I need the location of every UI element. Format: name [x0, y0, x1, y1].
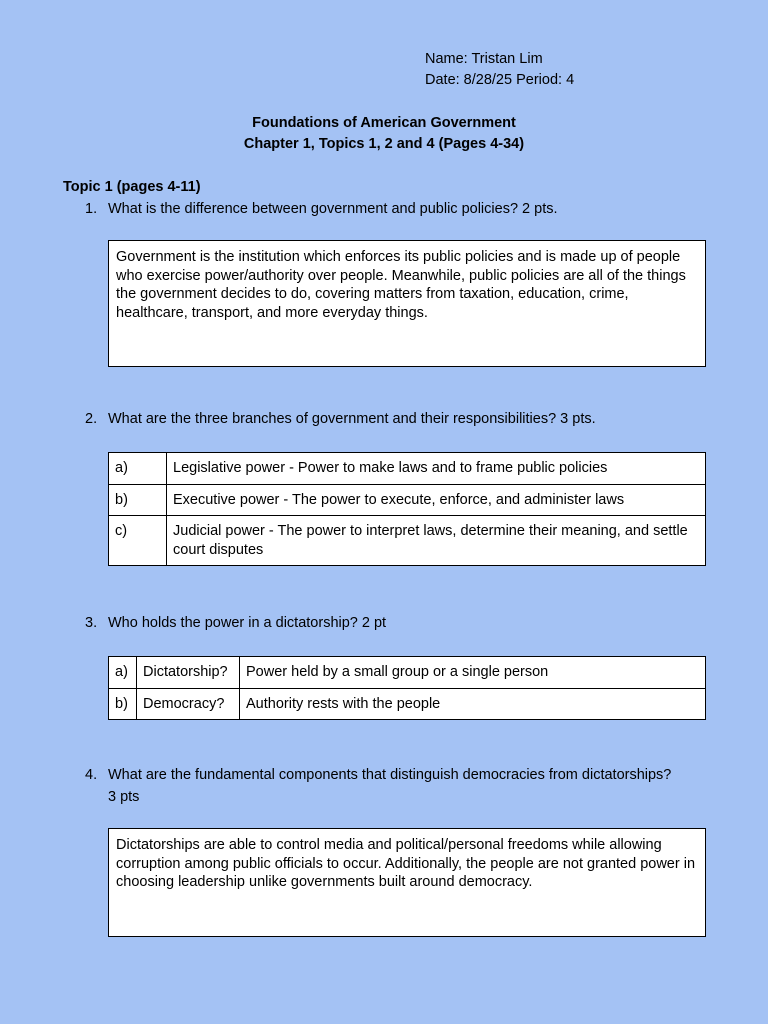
table-row: [109, 484, 706, 516]
document-subtitle: Chapter 1, Topics 1, 2 and 4 (Pages 4-34): [243, 136, 525, 152]
branches-table: [108, 452, 706, 566]
answer-1-text: Government is the institution which enforces its public policies and is made up of people who exercise power/authority over people. Meanwhile, public policies are all of the things the government decides to do, covering matters from taxation, education, crime, healthcare, transport, and more everyday things.: [116, 249, 686, 321]
answer-4-text: Dictatorships are able to control media and political/personal freedoms while allowing corruption among public officials to occur. Additionally, the people are not granted power in choosing leadership unlike governments built around democracy.: [116, 837, 696, 890]
table-row: [109, 516, 706, 566]
answer-1-box[interactable]: [108, 240, 706, 367]
question-4-text-line1: What are the fundamental components that distinguish democracies from dictatorships?: [108, 767, 672, 783]
row-label: a): [109, 657, 137, 689]
branch-answer-cell[interactable]: Legislative power - Power to make laws and to frame public policies: [167, 453, 706, 485]
branch-answer-cell[interactable]: Judicial power - The power to interpret laws, determine their meaning, and settle court disputes: [167, 516, 706, 566]
branch-answer-cell[interactable]: Executive power - The power to execute, enforce, and administer laws: [167, 484, 706, 516]
document-title: Foundations of American Government: [252, 115, 516, 131]
table-row: [109, 453, 706, 485]
row-label: a): [109, 453, 167, 485]
row-label: b): [109, 484, 167, 516]
question-4-text-line2: 3 pts: [108, 789, 140, 805]
row-label: b): [109, 688, 137, 720]
table-row: [109, 688, 706, 720]
dictatorship-table: [108, 656, 706, 720]
row-term: Democracy?: [137, 688, 240, 720]
question-3-number: 3.: [85, 615, 98, 631]
row-label: c): [109, 516, 167, 566]
question-2-text: What are the three branches of government and their responsibilities? 3 pts.: [108, 411, 596, 427]
name-line: Name: Tristan Lim: [425, 51, 543, 67]
question-2-number: 2.: [85, 411, 98, 427]
power-answer-cell[interactable]: Authority rests with the people: [240, 688, 706, 720]
answer-4-box[interactable]: [108, 828, 706, 937]
table-row: [109, 657, 706, 689]
power-answer-cell[interactable]: Power held by a small group or a single person: [240, 657, 706, 689]
question-3-text: Who holds the power in a dictatorship? 2 pt: [108, 615, 387, 631]
question-1-text: What is the difference between government and public policies? 2 pts.: [108, 201, 558, 217]
question-1-number: 1.: [85, 201, 98, 217]
topic-heading: Topic 1 (pages 4-11): [63, 179, 201, 195]
question-4-number: 4.: [85, 767, 98, 783]
date-period-line: Date: 8/28/25 Period: 4: [425, 72, 575, 88]
row-term: Dictatorship?: [137, 657, 240, 689]
